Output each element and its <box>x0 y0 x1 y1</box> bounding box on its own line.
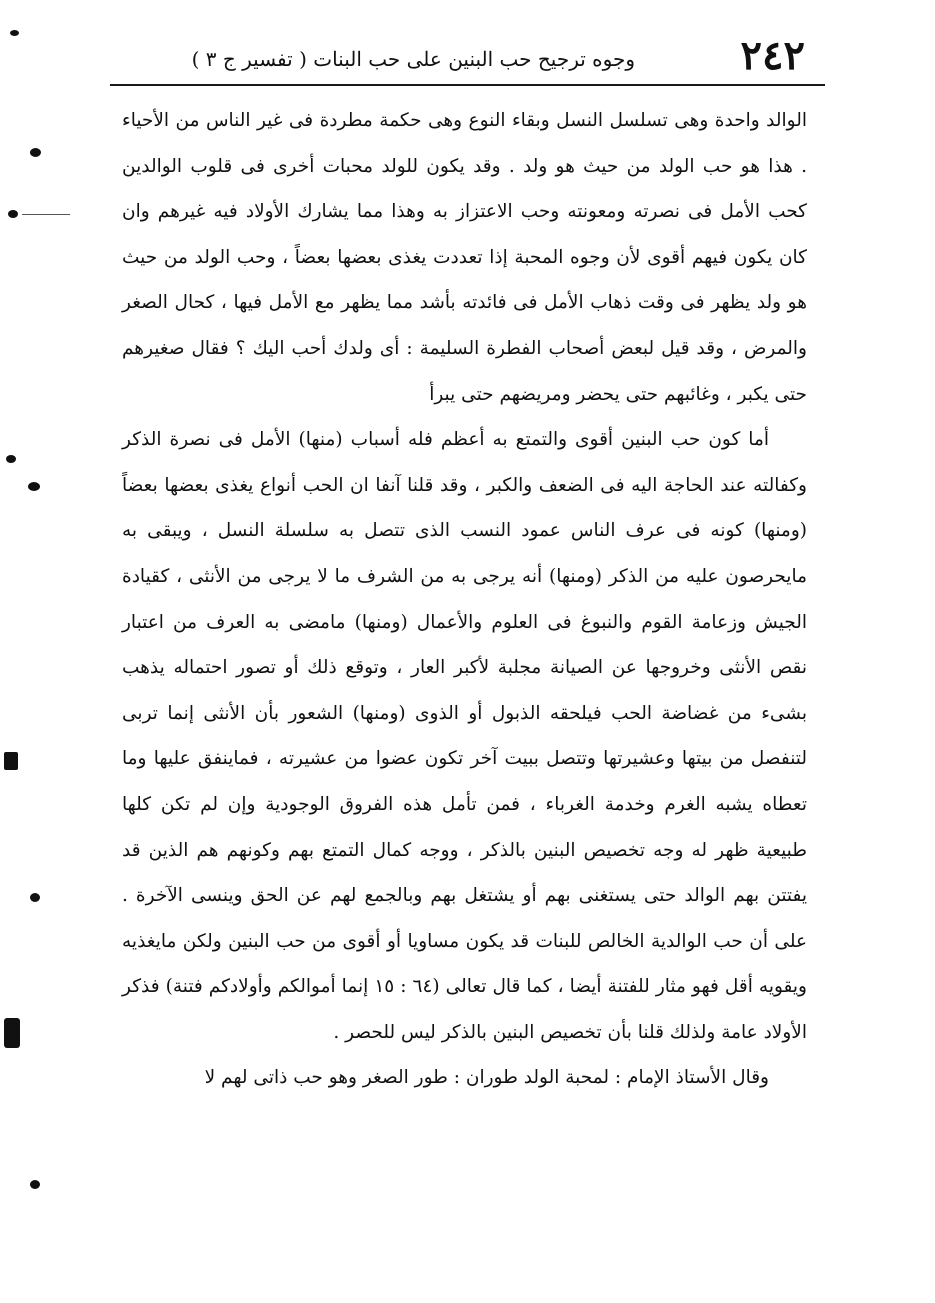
page-number: ٢٤٢ <box>740 32 805 79</box>
scan-speck <box>4 1018 20 1048</box>
paragraph-1: الوالد واحدة وهى تسلسل النسل وبقاء النوع وهى حكمة مطردة فى غير الناس من الأحياء . هذا هو حب الولد من حيث هو ولد . وقد يكون للولد محبات أخرى فى قلوب الوالدين كحب الأمل فى نصرته ومعونته وحب الاعتزاز به وهذا مما يشارك الأولاد فيه غيرهم وان كان يكون فيهم أقوى لأن وجوه المحبة إذا تعددت يغذى بعضها بعضاً ، وحب الولد من حيث هو ولد يظهر فى وقت ذهاب الأمل فى فائدته بأشد مما يظهر مع الأمل فيها ، كحال الصغر والمرض ، وقد قيل لبعض أصحاب الفطرة السليمة : أى ولدك أحب اليك ؟ فقال صغيرهم حتى يكبر ، وغائبهم حتى يحضر ومريضهم حتى يبرأ <box>122 110 807 405</box>
running-title: وجوه ترجيح حب البنين على حب البنات ( تفسير ج ٣ ) <box>191 47 635 71</box>
scan-speck <box>30 148 41 157</box>
page-header <box>110 30 825 86</box>
scan-line <box>22 214 70 215</box>
scan-speck <box>4 752 18 770</box>
scan-speck <box>10 30 19 36</box>
body-text <box>122 98 807 1101</box>
scan-speck <box>6 455 16 463</box>
scan-speck <box>30 893 40 902</box>
scan-speck <box>30 1180 40 1189</box>
paragraph-3: وقال الأستاذ الإمام : لمحبة الولد طوران : طور الصغر وهو حب ذاتى لهم لا <box>204 1067 769 1089</box>
header-rule <box>110 84 825 86</box>
scan-speck <box>28 482 40 491</box>
paragraph-2: أما كون حب البنين أقوى والتمتع به أعظم فله أسباب (منها) الأمل فى نصرة الذكر وكفالته عند الحاجة اليه فى الضعف والكبر ، وقد قلنا آنفا ان الحب أنواع يغذى بعضها بعضاً (ومنها) كونه فى عرف الناس عمود النسب الذى تتصل به سلسلة النسل ، ويبقى به مايحرصون عليه من الذكر (ومنها) أنه يرجى به من الشرف ما لا يرجى من الأنثى ، كقيادة الجيش وزعامة القوم والنبوغ فى العلوم والأعمال (ومنها) مامضى به العرف من اعتبار نقص الأنثى وخروجها عن الصيانة مجلبة لأكبر العار ، وتوقع ذلك أو تصور احتماله يذهب بشىء من غضاضة الحب فيلحقه الذبول أو الذوى (ومنها) الشعور بأن الأنثى إنما تربى لتنفصل من بيتها وعشيرتها وتتصل ببيت آخر تكون عضوا من عشيرته ، فماينفق عليها وما تعطاه يشبه الغرم وخدمة الغرباء ، فمن تأمل هذه الفروق الوجودية وإن لم تكن كلها طبيعية ظهر له وجه تخصيص البنين بالذكر ، ووجه كمال التمتع بهم وكونهم هم الذين قد يفتتن بهم الوالد حتى يستغنى بهم أو يشتغل بهم وبالجمع لهم عن الحق وينسى الآخرة . على أن حب الوالدية الخالص للبنات قد يكون مساويا أو أقوى من حب البنين ولكن مايغذيه ويقويه أقل فهو مثار للفتنة أيضا ، كما قال تعالى (٦٤ : ١٥ إنما أموالكم وأولادكم فتنة) فذكر الأولاد عامة ولذلك قلنا بأن تخصيص البنين بالذكر ليس للحصر . <box>122 429 807 1043</box>
scan-speck <box>8 210 18 218</box>
